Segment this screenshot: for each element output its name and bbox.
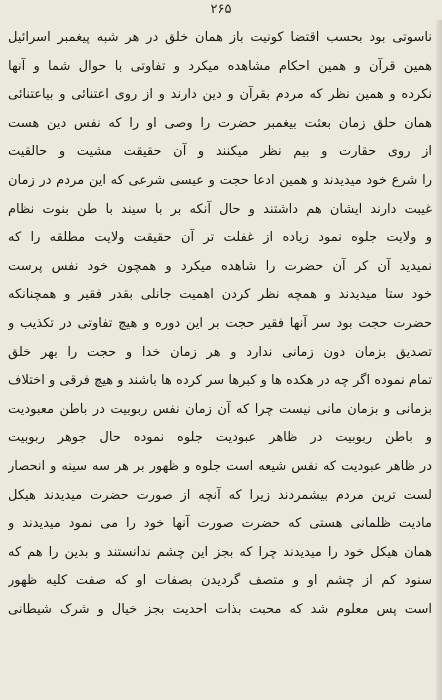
- text-line: غیبت دارند ایشان هم داشتند و حال آنکه بر با سیند با طن بنوت نظام: [8, 201, 432, 217]
- text-line: همان حلق زمان بعثت بیغمبر حضرت را وصی او را که نفس دین هست: [8, 115, 432, 131]
- text-line: در ظاهر عبودیت که نفس شیعه است جلوه و ظهور بر هر سه سینه و انحصار: [8, 458, 432, 474]
- text-line: همان هیکل خود را میدیدند چرا که بجز این چشم ندانستند و بدین را هم که: [8, 544, 432, 560]
- text-line: حضرت حجت بود سر آنها فقیر حجت بر این دوره و هیچ تفاوتی در تکذیب و: [8, 315, 432, 331]
- text-line: از روی حقارت و بیم نظر میکنند و آن حقیقت مشیت و حالقیت: [8, 144, 432, 160]
- text-line: لست ترین مردم بیشمردند زیرا که آنچه از صورت حضرت میدیدند هیکل: [8, 487, 432, 503]
- page-edge-shadow: [436, 20, 442, 700]
- text-line: را شرع خود میدیدند و همین ادعا حجت و عیسی شرعی که این مردم در زمان: [8, 172, 432, 188]
- text-line: نمیدید آن کر آن حضرت را شاهده میکرد و همچون خود نفس پرست: [8, 258, 432, 274]
- text-line: همین قرآن و همین احکام مشاهده میکرد و تفاوتی با حوال شما و آنها: [8, 58, 432, 74]
- text-line: است پس معلوم شد که محبت بذات احدیت بجز خیال و شرک شیطانی: [8, 601, 432, 617]
- text-line: ناسوتی بود بحسب اقتضا کونیت باز همان خلق در هر شبه پیغمبر اسرائیل: [8, 30, 432, 45]
- text-line: و باطن ربوبیت در ظاهر عبودیت جلوه نموده حال جوهر ربوبیت: [8, 430, 432, 446]
- text-line: نکرده و همین نظر که مردم بقرآن و دین دارند و از روی اعتنائی و بیاعتنائی: [8, 87, 432, 103]
- text-line: تصدیق بزمان دون زمانی ندارد و هر زمان خدا و حجت را بهر خلق: [8, 344, 432, 360]
- text-line: مادیت ظلمانی هستی که حضرت صورت آنها خود را می نمود میدیدند و: [8, 516, 432, 532]
- text-line: خود ستا میدیدند و همچه نظر کردن اهمیت جانلی بقدر فقیر و همچنانکه: [8, 287, 432, 303]
- page-number: ۲۶۵: [210, 2, 232, 17]
- manuscript-text: [8, 24, 432, 694]
- text-line: و ولایت جلوه نمود زیاده از غفلت تر آن حقیقت ولایت مطلقه را که: [8, 230, 432, 246]
- text-line: بزمانی و بزمان مانی نیست چرا که آن زمان نفس ربوبیت در باطن معبودیت: [8, 401, 432, 417]
- text-line: سنود کم از چشم او و متصف گردیدن بصفات او که صفت کلیه ظهور: [8, 573, 432, 589]
- text-line: تمام نموده اگر چه در هکده ها و کبرها سر کرده ها باشند و هیچ فرقی و اختلاف: [8, 373, 432, 389]
